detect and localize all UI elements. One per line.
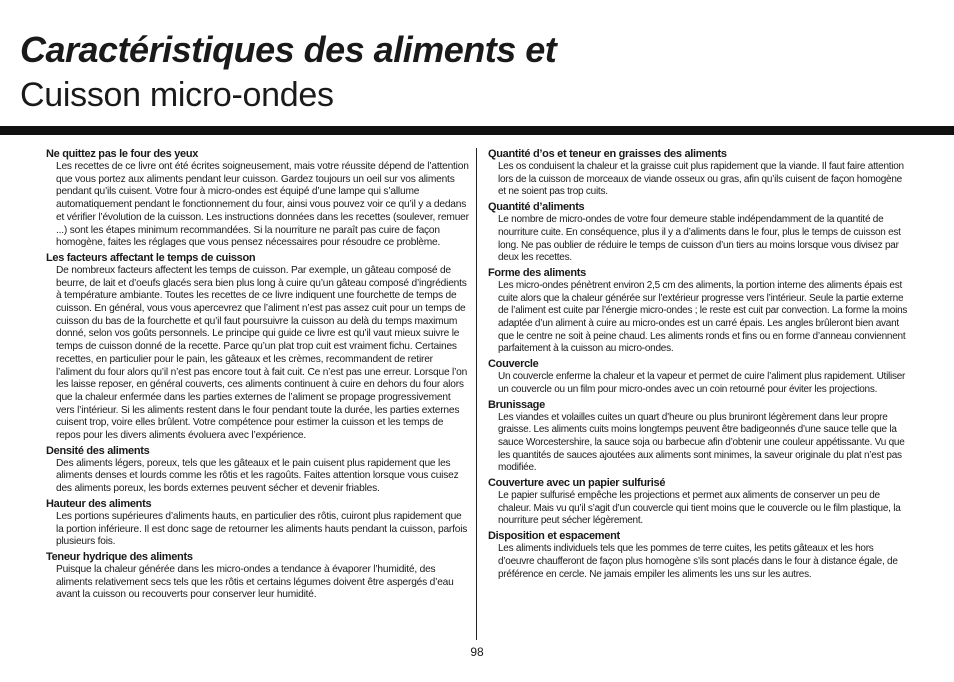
section-facteurs-temps bbox=[46, 252, 470, 443]
section-disposition bbox=[488, 530, 908, 581]
right-column bbox=[488, 148, 908, 583]
section-quantite bbox=[488, 201, 908, 265]
section-heading: Quantité d’os et teneur en graisses des aliments bbox=[488, 148, 727, 160]
section-heading: Brunissage bbox=[488, 398, 545, 411]
header-rule bbox=[0, 126, 954, 135]
section-heading: Hauteur des aliments bbox=[46, 497, 152, 510]
section-heading: Quantité d’aliments bbox=[488, 201, 585, 214]
page-number: 98 bbox=[470, 645, 484, 659]
section-text: Les micro-ondes pénètrent environ 2,5 cm des aliments, la portion interne des aliments épais est cuite alors que la chaleur générée sur l’extérieur progresse vers l’intérieur. Seule la partie externe de l’aliment est cuite par l’énergie micro-ondes ; le reste est cuit par convection. La forme la moins adaptée d’un aliment à cuire au micro-ondes est un carré épais. Les angles brûleront bien avant que le centre ne soit à peine chaud. Les aliments ronds et fins ou en forme d’anneau conviennent parfaitement à la cuisson au micro-ondes. bbox=[498, 279, 908, 355]
column-divider bbox=[476, 148, 477, 640]
section-text: Les viandes et volailles cuites un quart d’heure ou plus bruniront légèrement dans leur propre graisse. Les aliments cuits moins longtemps peuvent être badigeonnés d’une sauce telle que la sauce Worcestershire, la sauce soja ou barbecue afin d’obtenir une couleur appétissante. Vu que les quantités de sauces ajoutées aux aliments sont minimes, la saveur originale du plat n’est pas modifiée. bbox=[498, 411, 905, 474]
section-teneur-hydrique bbox=[46, 551, 470, 602]
section-heading: Les facteurs affectant le temps de cuisson bbox=[46, 251, 256, 264]
section-text: Des aliments légers, poreux, tels que les gâteaux et le pain cuisent plus rapidement que les aliments denses et lourds comme les rôtis et les ragoûts. Faites attention lorsque vous cuisez des aliments poreux, les bords externes peuvent sécher et devenir friables. bbox=[56, 457, 459, 495]
section-heading: Disposition et espacement bbox=[488, 530, 620, 543]
section-densite bbox=[46, 445, 470, 496]
section-brunissage bbox=[488, 399, 908, 476]
section-os-graisses bbox=[488, 148, 908, 199]
section-text: Les aliments individuels tels que les pommes de terre cuites, les petits gâteaux et les hors d’oeuvre chaufferont de façon plus homogène s’ils sont placés dans le four à distance égale, de préférence en cercle. Ne jamais empiler les aliments les uns sur les autres. bbox=[498, 543, 898, 580]
section-hauteur bbox=[46, 498, 470, 549]
section-heading: Forme des aliments bbox=[488, 266, 586, 279]
section-text: Les recettes de ce livre ont été écrites soigneusement, mais votre réussite dépend de l’attention que vous portez aux aliments pendant leur cuisson. Gardez toujours un oeil sur vos aliments pendant qu’ils cuisent. Votre four à micro-ondes est équipé d’une lampe qui s’allume automatiquement pendant le fonctionnement du four, ainsi vous pouvez voir ce qu’il y a dedans et vérifier l’évolution de la cuisson. Les instructions données dans les recettes (soulever, remuer ...) sont les étapes minimum recommandées. Si la nourriture ne paraît pas cuire de façon homogène, faites les réglages que vous pensez nécessaires pour résoudre ce problème. bbox=[56, 161, 469, 249]
section-heading: Couvercle bbox=[488, 358, 539, 371]
section-couvercle bbox=[488, 358, 908, 396]
section-text: Le papier sulfurisé empêche les projections et permet aux aliments de conserver un peu de chaleur. Mais vu qu’il s’agit d’un couvercle qui tient moins que le couvercle ou le film plastique, la nourriture peut sécher légèrement. bbox=[498, 490, 901, 527]
section-text: De nombreux facteurs affectent les temps de cuisson. Par exemple, un gâteau composé de beurre, de lait et d’oeufs glacés sera bien plus long à cuire qu’un gâteau composé d’ingrédients à température ambiante. Toutes les recettes de ce livre indiquent une fourchette de temps de cuisson. En général, vous vous apercevrez que l’aliment n’est pas assez cuit pour un temps de cuisson du bas de la fourchette et qu’il faut poursuivre la cuisson au delà du temps maximum donné, selon vos goûts personnels. Le principe qui guide ce livre est qu’il vaut mieux suivre le temps de cuisson donné de la recette. Parce qu’un plat trop cuit est vraiment fichu. Certaines recettes, en particulier pour le pain, les gâteaux et les crèmes, recommandent de retirer l’aliment du four alors qu’il n’est pas encore tout à fait cuit. Ce n’est pas une erreur. Lorsque l’on les laisse reposer, en général couverts, ces aliments continuent à cuire en dehors du four alors que la chaleur enfermée dans les parties externes de l’aliment se propage progressivement vers l’intérieur. Si les aliments restent dans le four pendant toute la durée, les parties externes cuisent trop, voire elles brûlent. Votre compétence pour estimer la cuisson et les temps de repos pour les divers aliments évoluera avec l’expérience. bbox=[56, 264, 468, 442]
section-text: Un couvercle enferme la chaleur et la vapeur et permet de cuire l’aliment plus rapidement. Utiliser un couvercle ou un film pour micro-ondes avec un coin retourné pour éviter les projections. bbox=[498, 371, 906, 395]
page-title-line2: Cuisson micro-ondes bbox=[20, 76, 334, 114]
section-heading: Ne quittez pas le four des yeux bbox=[46, 148, 199, 160]
section-ne-quittez-pas bbox=[46, 148, 470, 250]
section-text: Les portions supérieures d’aliments hauts, en particulier des rôtis, cuiront plus rapidement que la portion inférieure. Il est donc sage de retourner les aliments hauts pendant la cuisson, parfois plusieurs fois. bbox=[56, 510, 468, 548]
section-text: Puisque la chaleur générée dans les micro-ondes a tendance à évaporer l’humidité, des aliments relativement secs tels que les rôtis et certains légumes doivent être aspergés d’eau avant la cuisson ou recouverts pour conserver leur humidité. bbox=[56, 563, 454, 601]
section-forme bbox=[488, 267, 908, 356]
section-text: Le nombre de micro-ondes de votre four demeure stable indépendamment de la quantité de nourriture cuite. En conséquence, plus il y a d’aliments dans le four, plus le temps de cuisson est long. Ne pas oublier de réduire le temps de cuisson d’un tiers au moins lorsque vous divisez par deux les recettes. bbox=[498, 214, 901, 264]
section-heading: Teneur hydrique des aliments bbox=[46, 550, 193, 563]
page-title-line1: Caractéristiques des aliments et bbox=[20, 29, 557, 70]
section-text: Les os conduisent la chaleur et la graisse cuit plus rapidement que la viande. Il faut faire attention lors de la cuisson de morceaux de viande osseux ou gras, afin qu’ils cuisent de façon homogène et ne soient pas trop cuits. bbox=[498, 161, 904, 198]
section-heading: Densité des aliments bbox=[46, 444, 150, 457]
left-column bbox=[46, 148, 470, 604]
section-heading: Couverture avec un papier sulfurisé bbox=[488, 477, 666, 490]
section-papier-sulfurise bbox=[488, 477, 908, 528]
